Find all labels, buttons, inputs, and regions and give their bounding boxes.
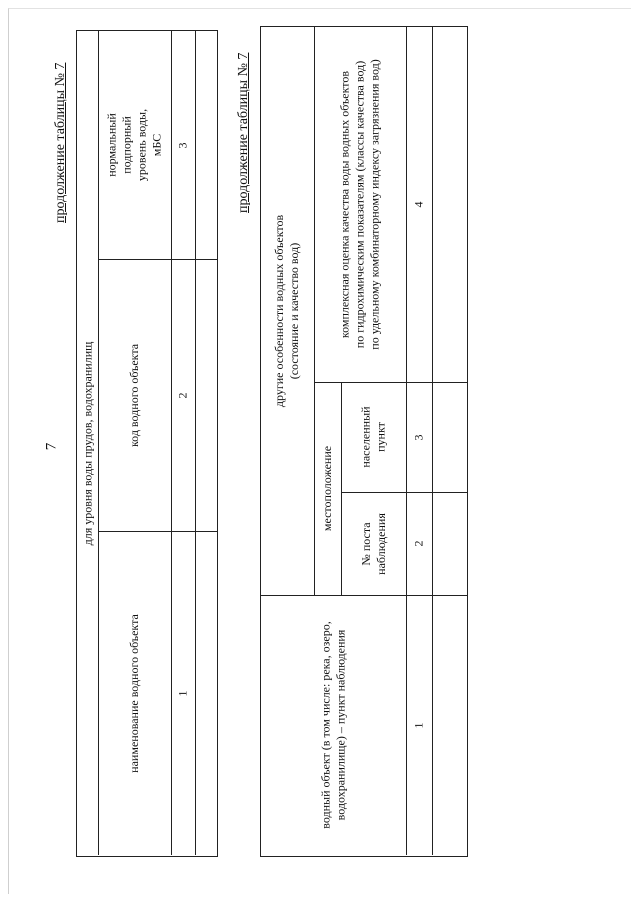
table2-col2-header [341,492,406,595]
table2-col4-line2: по гидрохимическим показателям (классы качества вод) [352,60,367,349]
table2-caption: продолжение таблицы № 7 [236,52,251,213]
table1-col2-header: код водного объекта [127,343,142,447]
table1 [76,30,218,857]
table1-col3-header [98,31,171,259]
table2-line [406,382,467,383]
table2-group-header-line2: (состояние и качество вод) [287,242,302,380]
table1-line [195,31,196,855]
table2-location-header: местоположение [320,445,334,532]
table2-col1-line1: водный объект (в том числе: река, озеро, [318,621,333,829]
table2-col3-header [341,382,406,492]
table2-group-header [261,27,314,595]
table2-col3-line1: населенный [358,406,373,468]
table2-col1-number: 1 [411,722,426,728]
table2-group-header-line1: другие особенности водных объектов [272,214,287,408]
table2-col2-number: 2 [411,540,426,547]
table2-col2-line1: № поста [358,521,373,566]
table1-col3-number: 3 [175,142,190,148]
table2-col2-line2: наблюдения [373,512,388,575]
page-number: 7 [43,442,60,451]
table1-col3-label-line1: нормальный подпорный уровень воды, [104,108,149,182]
table2-col1-line2: водохранилище) – пункт наблюдения [333,629,348,821]
table1-group-header: для уровня воды прудов, водохранилищ [80,341,94,545]
table2-col3-number: 3 [411,434,426,440]
table2-col4-number: 4 [411,201,426,208]
table2-line [406,492,467,493]
table2-col3-line2: пункт [373,422,388,452]
table2-col1-header [261,595,406,855]
table2-col4-line3: по удельному комбинаторному индексу загрязнения вод) [367,59,382,350]
table1-col2-number: 2 [175,392,190,398]
table1-col1-header: наименование водного объекта [127,613,142,773]
table2-col4-header [314,27,406,382]
table2 [260,26,468,857]
table2-line [432,27,433,855]
table1-col3-label-line2: мБС [149,133,164,157]
table1-col1-number: 1 [175,690,190,696]
table2-col4-line1: комплексная оценка качества воды водных объектов [337,70,352,339]
table1-caption: продолжение таблицы № 7 [53,62,68,223]
